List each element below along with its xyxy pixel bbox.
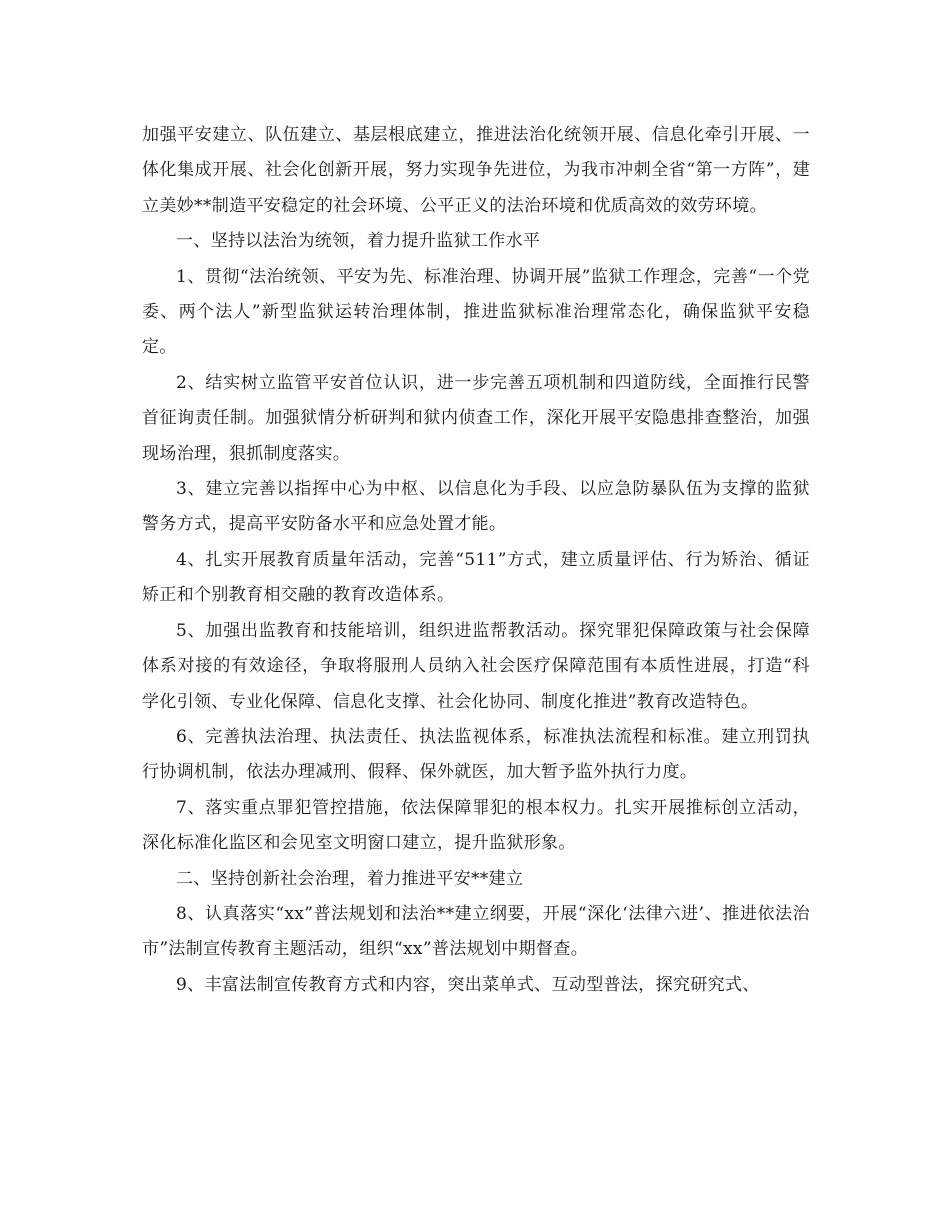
paragraph-item-5: 5、加强出监教育和技能培训，组织进监帮教活动。探究罪犯保障政策与社会保障体系对接的有效途径，争取将服刑人员纳入社会医疗保障范围有本质性进展，打造“科学化引领、专业化保障、信息化支撑、社会化协同、制度化推进”教育改造特色。 <box>142 620 810 712</box>
document-body <box>142 118 810 1003</box>
paragraph-item-8: 8、认真落实“xx”普法规划和法治**建立纲要，开展“深化‘法律六进’、推进依法治市”法制宣传教育主题活动，组织“xx”普法规划中期督查。 <box>142 903 810 960</box>
paragraph-item-6: 6、完善执法治理、执法责任、执法监视体系，标准执法流程和标准。建立刑罚执行协调机制，依法办理减刑、假释、保外就医，加大暂予监外执行力度。 <box>142 726 810 783</box>
paragraph-item-1: 1、贯彻“法治统领、平安为先、标准治理、协调开展”监狱工作理念，完善“一个党委、两个法人”新型监狱运转治理体制，推进监狱标准治理常态化，确保监狱平安稳定。 <box>142 266 810 358</box>
paragraph-continuation: 加强平安建立、队伍建立、基层根底建立，推进法治化统领开展、信息化牵引开展、一体化集成开展、社会化创新开展，努力实现争先进位，为我市冲刺全省“第一方阵”，建立美妙**制造平安稳定的社会环境、公平正义的法治环境和优质高效的效劳环境。 <box>142 125 810 216</box>
paragraph-item-3: 3、建立完善以指挥中心为中枢、以信息化为手段、以应急防暴队伍为支撑的监狱警务方式，提高平安防备水平和应急处置才能。 <box>142 479 810 535</box>
section-heading-2: 二、坚持创新社会治理，着力推进平安**建立 <box>176 868 524 889</box>
paragraph-item-7: 7、落实重点罪犯管控措施，依法保障罪犯的根本权力。扎实开展推标创立活动，深化标准化监区和会见室文明窗口建立，提升监狱形象。 <box>142 797 810 854</box>
paragraph-item-9: 9、丰富法制宣传教育方式和内容，突出菜单式、互动型普法，探究研究式、 <box>176 974 760 995</box>
paragraph-item-2: 2、结实树立监管平安首位认识，进一步完善五项机制和四道防线，全面推行民警首征询责任制。加强狱情分析研判和狱内侦查工作，深化开展平安隐患排查整治，加强现场治理，狠抓制度落实。 <box>142 372 810 464</box>
section-heading-1: 一、坚持以法治为统领，着力提升监狱工作水平 <box>176 231 541 252</box>
paragraph-item-4: 4、扎实开展教育质量年活动，完善“511”方式，建立质量评估、行为矫治、循证矫正和个别教育相交融的教育改造体系。 <box>142 549 810 606</box>
